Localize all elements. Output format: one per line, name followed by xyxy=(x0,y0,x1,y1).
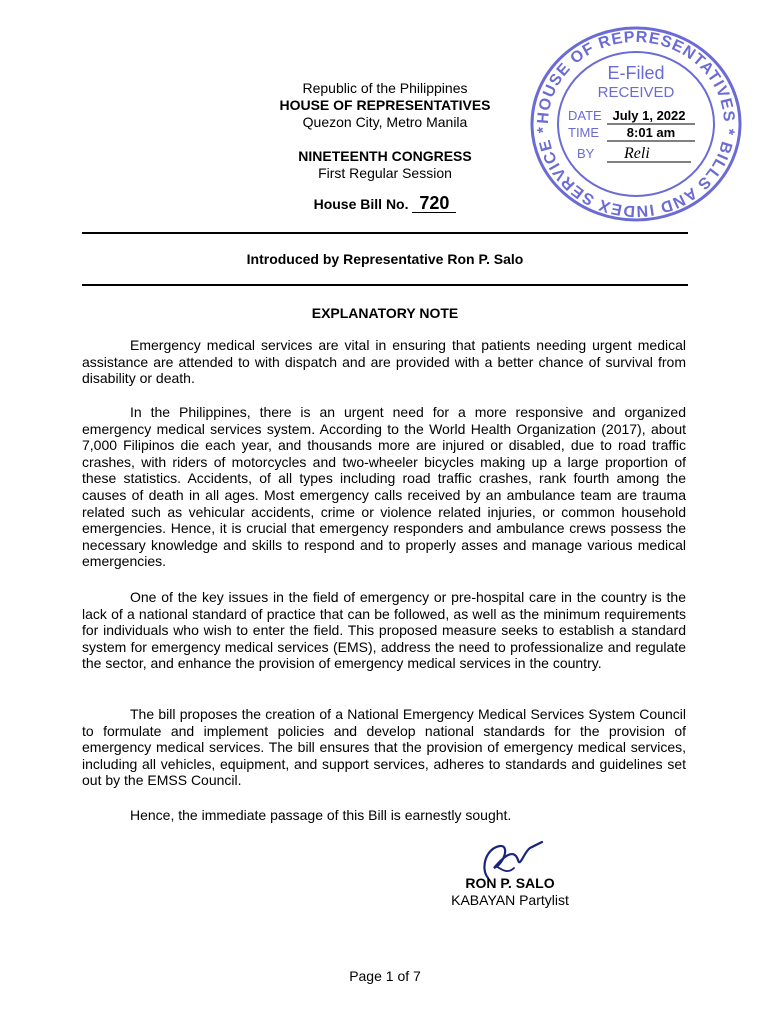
paragraph-5: Hence, the immediate passage of this Bill is earnestly sought. xyxy=(130,807,512,823)
paragraph-4: The bill proposes the creation of a National Emergency Medical Services System Council to formulate and implement policies and develop national standards for the provision of emergency medical services. The bill ensures that the provision of emergency medical services, including all vehicles, equipment, and support services, adheres to standards and guidelines set out by the EMSS Council. xyxy=(82,706,686,789)
stamp-received: RECEIVED xyxy=(597,84,675,101)
paragraph-3: One of the key issues in the field of emergency or pre-hospital care in the country is the lack of a national standard of practice that can be followed, as well as the minimum requirements for individuals who wish to enter the field. This proposed measure seeks to establish a standard system for emergency medical services (EMS), address the need to professionalize and regulate the sector, and enhance the provision of emergency medical services in the country. xyxy=(82,589,686,672)
stamp-status: E-Filed xyxy=(607,63,665,83)
session-line: First Regular Session xyxy=(318,165,452,181)
divider-top xyxy=(82,232,688,234)
stamp-date-value: July 1, 2022 xyxy=(612,108,686,123)
stamp-time-label: TIME xyxy=(568,125,600,140)
stamp-time-value: 8:01 am xyxy=(626,125,676,140)
introduced-by: Introduced by Representative Ron P. Salo xyxy=(246,251,524,267)
stamp-outer-text: HOUSE OF REPRESENTATIVES * BILLS AND INDEX SERVICE * xyxy=(534,28,738,220)
republic-line: Republic of the Philippines xyxy=(302,80,468,96)
bill-label: House Bill No. xyxy=(313,196,409,212)
note-title: EXPLANATORY NOTE xyxy=(311,305,459,321)
signatory-party: KABAYAN Partylist xyxy=(451,892,569,908)
house-line: HOUSE OF REPRESENTATIVES xyxy=(279,97,491,113)
received-stamp xyxy=(525,24,747,224)
stamp-by-label: BY xyxy=(577,146,595,161)
paragraph-2: In the Philippines, there is an urgent need for a more responsive and organized emergency medical services system. According to the World Health Organization (2017), about 7,000 Filipinos die each year, and thousands more are injured or disabled, due to road traffic crashes, with riders of motorcycles and two-wheeler bicycles making up a large proportion of these statistics. Accidents, of all types including road traffic crashes, rank fourth among the causes of death in all ages. Most emergency calls received by an ambulance team are trauma related such as vehicular accidents, crime or violence related injuries, or common household emergencies. Hence, it is crucial that emergency responders and ambulance crews possess the necessary knowledge and skills to respond and to properly asses and manage various medical emergencies. xyxy=(82,404,686,570)
stamp-date-label: DATE xyxy=(568,108,602,123)
divider-bottom xyxy=(82,284,688,286)
location-line: Quezon City, Metro Manila xyxy=(302,114,468,130)
page-number: Page 1 of 7 xyxy=(349,968,421,984)
stamp-by-value: Reli xyxy=(624,145,650,162)
paragraph-1: Emergency medical services are vital in ensuring that patients needing urgent medical assistance are attended to with dispatch and are provided with a better chance of survival from disability or death. xyxy=(82,337,686,387)
signatory-name: RON P. SALO xyxy=(465,875,555,891)
bill-number: 720 xyxy=(412,194,456,213)
congress-line: NINETEENTH CONGRESS xyxy=(298,148,472,164)
